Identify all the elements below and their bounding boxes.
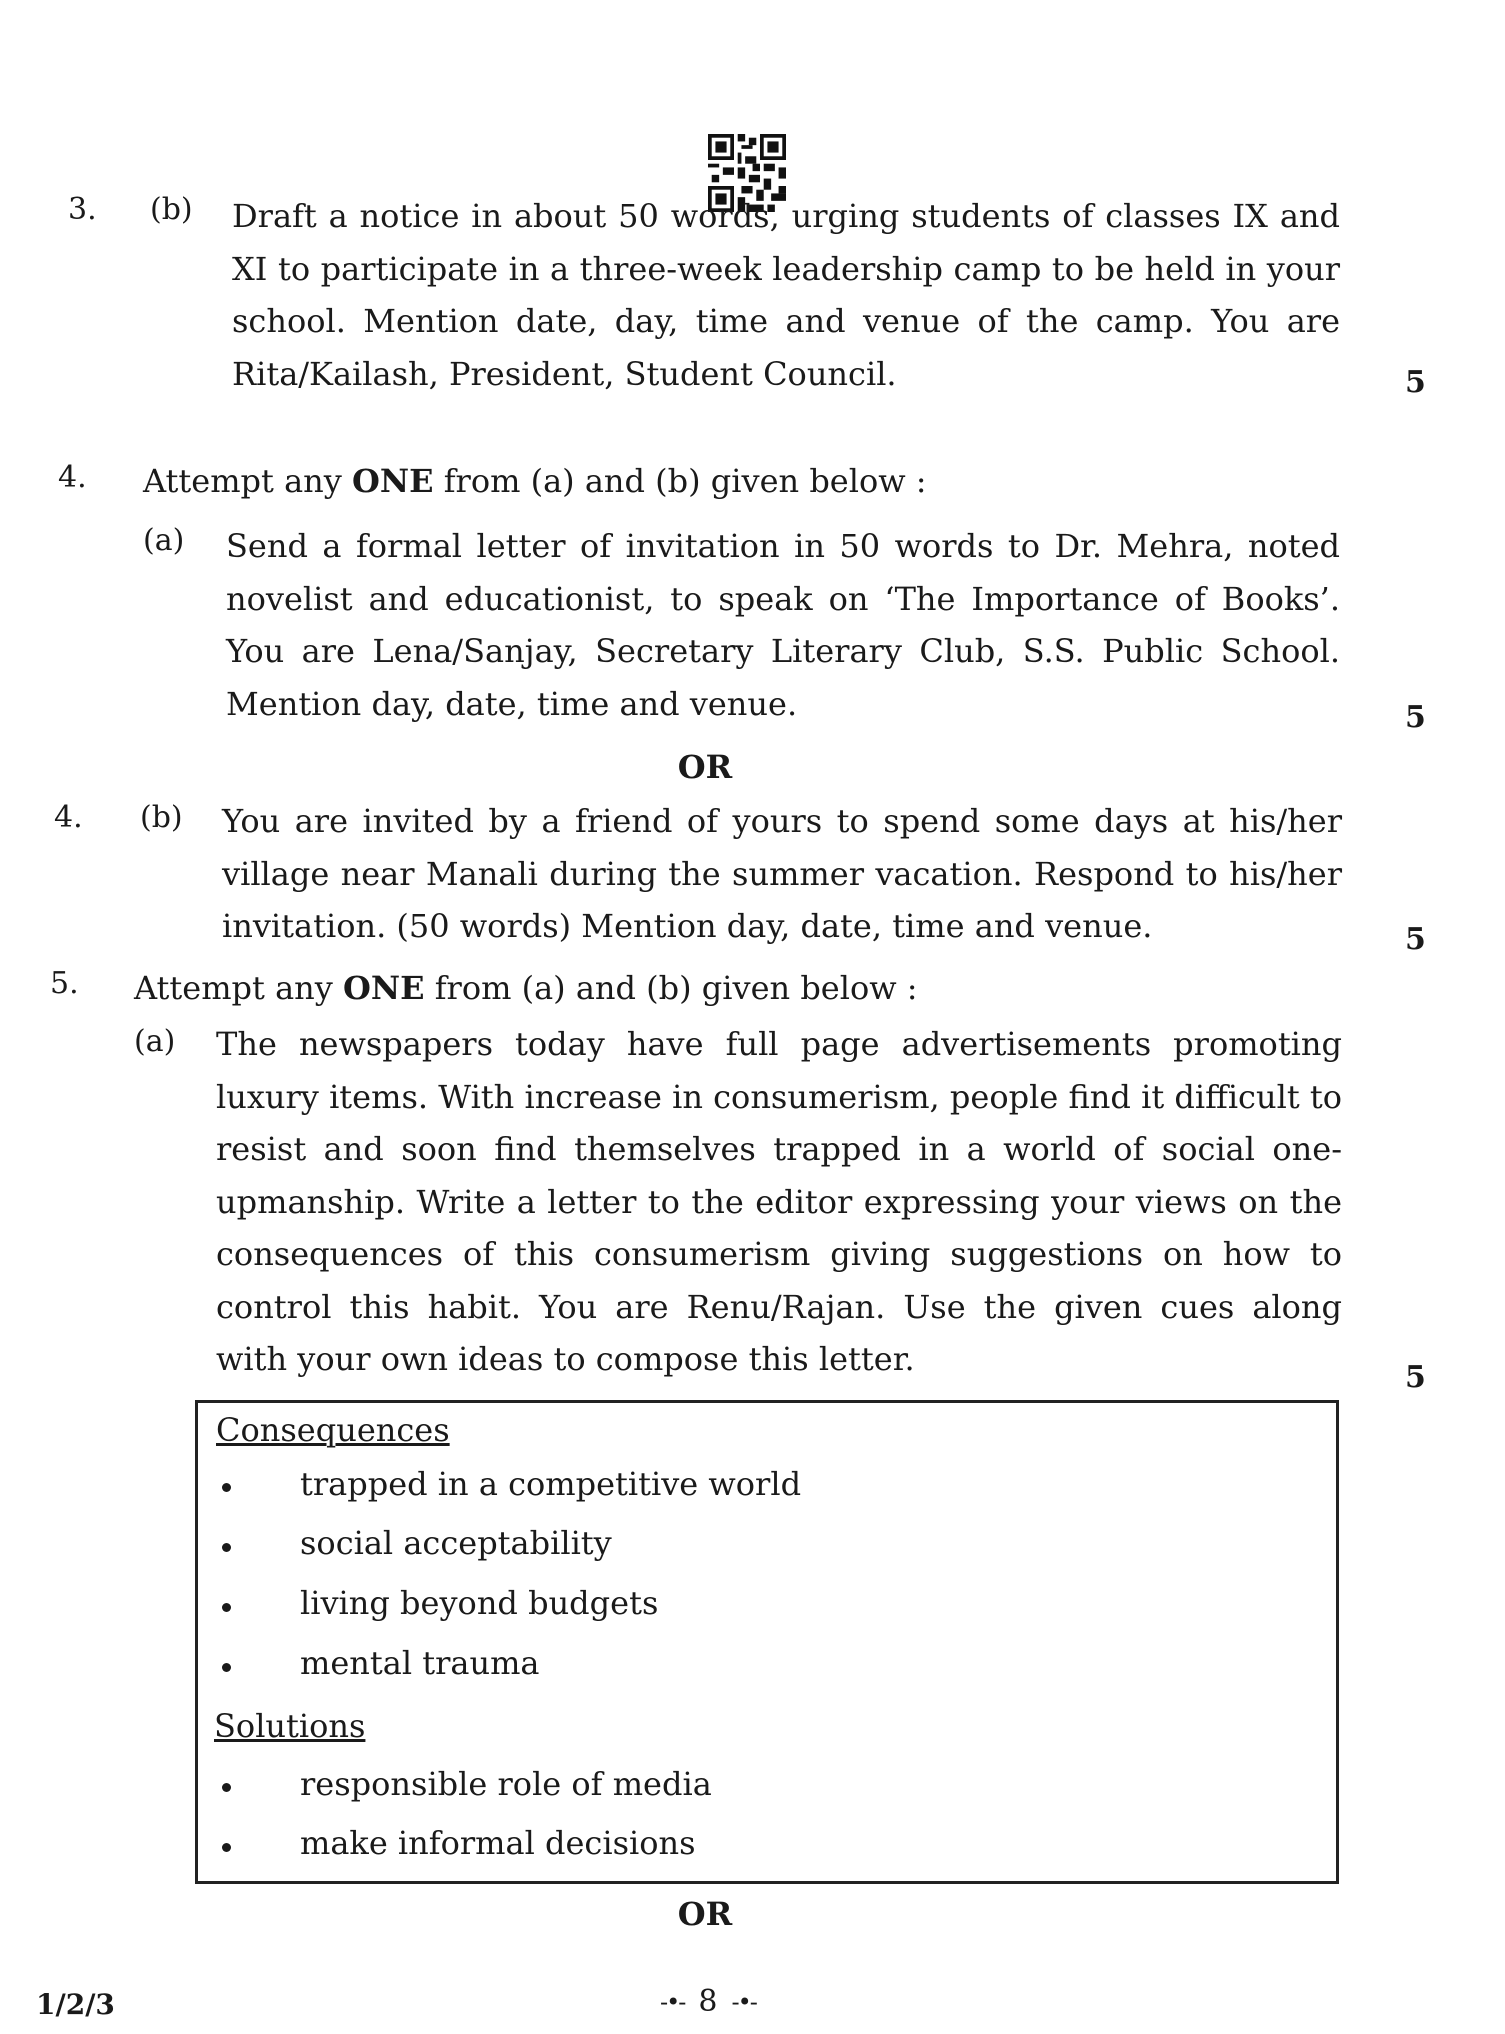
question-intro: Attempt any ONE from (a) and (b) given below : <box>143 462 927 500</box>
solutions-heading: Solutions <box>214 1707 366 1745</box>
question-number: 5. <box>50 966 79 1001</box>
or-separator: OR <box>677 748 733 786</box>
bullet <box>222 1603 231 1612</box>
or-separator: OR <box>677 1895 733 1933</box>
bullet <box>222 1663 231 1672</box>
page-number-group <box>660 1984 756 2019</box>
ornament-icon: -•- <box>731 1987 756 2016</box>
marks: 5 <box>1405 922 1426 957</box>
bullet <box>222 1843 231 1852</box>
marks: 5 <box>1405 1360 1426 1395</box>
question-text: Send a formal letter of invitation in 50 words to Dr. Mehra, noted novelist and educationist, to speak on ‘The Importance of Books’. You are Lena/Sanjay, Secretary Literary Club, S.S. Public School. Mention day, date, time and venue. <box>226 527 1340 723</box>
cue-item: responsible role of media <box>300 1765 712 1803</box>
cue-item: living beyond budgets <box>300 1584 659 1622</box>
sub-question-label: (a) <box>134 1024 176 1059</box>
marks: 5 <box>1405 700 1426 735</box>
question-number: 4. <box>54 800 83 835</box>
bullet <box>222 1543 231 1552</box>
paper-code: 1/2/3 <box>36 1988 115 2021</box>
question-text: You are invited by a friend of yours to spend some days at his/her village near Manali during the summer vacation. Respond to his/her invitation. (50 words) Mention day, date, time and venue. <box>222 802 1342 945</box>
bullet <box>222 1783 231 1792</box>
cues-box <box>195 1400 1339 1884</box>
question-number: 3. <box>68 192 97 227</box>
question-number: 4. <box>58 460 87 495</box>
bullet <box>222 1483 231 1492</box>
marks: 5 <box>1405 365 1426 400</box>
question-intro: Attempt any ONE from (a) and (b) given below : <box>134 969 918 1007</box>
ornament-icon: -•- <box>660 1987 685 2016</box>
question-text: The newspapers today have full page advertisements promoting luxury items. With increase in consumerism, people find it difficult to resist and soon find themselves trapped in a world of social one-upmanship. Write a letter to the editor expressing your views on the consequences of this consumerism giving suggestions on how to control this habit. You are Renu/Rajan. Use the given cues along with your own ideas to compose this letter. <box>216 1025 1342 1378</box>
cue-item: social acceptability <box>300 1524 612 1562</box>
sub-question-label: (b) <box>140 800 183 835</box>
consequences-heading: Consequences <box>216 1411 450 1449</box>
question-text: Draft a notice in about 50 words, urging students of classes IX and XI to participate in a three-week leadership camp to be held in your school. Mention date, day, time and venue of the camp. You are Rita/Kailash, President, Student Council. <box>232 197 1340 393</box>
sub-question-label: (b) <box>150 192 193 227</box>
cue-item: trapped in a competitive world <box>300 1465 802 1503</box>
cue-item: make informal decisions <box>300 1824 696 1862</box>
sub-question-label: (a) <box>143 523 185 558</box>
page-number: 8 <box>698 1984 718 2019</box>
cue-item: mental trauma <box>300 1644 540 1682</box>
